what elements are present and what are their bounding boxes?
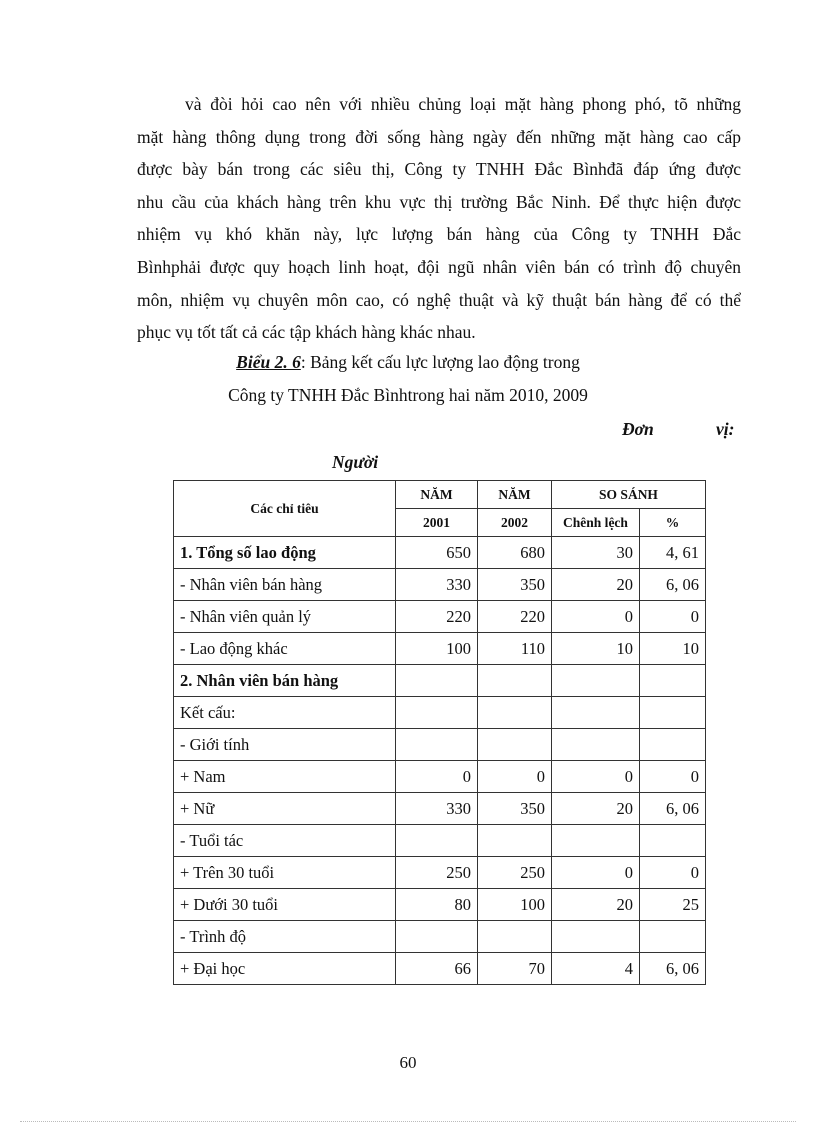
value-2002: 680 bbox=[478, 537, 552, 569]
value-pct: 0 bbox=[640, 761, 706, 793]
row-label: - Nhân viên quản lý bbox=[174, 601, 396, 633]
value-pct: 0 bbox=[640, 857, 706, 889]
table-row bbox=[174, 825, 706, 857]
value-pct bbox=[640, 665, 706, 697]
table-row bbox=[174, 857, 706, 889]
labor-structure-table bbox=[173, 480, 706, 985]
table-row bbox=[174, 761, 706, 793]
unit-label-part3: Người bbox=[332, 452, 379, 472]
value-diff bbox=[552, 921, 640, 953]
value-diff: 4 bbox=[552, 953, 640, 985]
value-2001 bbox=[396, 825, 478, 857]
body-paragraph bbox=[137, 88, 741, 349]
row-label: + Dưới 30 tuổi bbox=[174, 889, 396, 921]
row-label: - Tuổi tác bbox=[174, 825, 396, 857]
row-label: - Lao động khác bbox=[174, 633, 396, 665]
table-row bbox=[174, 537, 706, 569]
table-row bbox=[174, 953, 706, 985]
table-body bbox=[174, 537, 706, 985]
row-label: 2. Nhân viên bán hàng bbox=[174, 665, 396, 697]
table-row bbox=[174, 633, 706, 665]
value-2002: 250 bbox=[478, 857, 552, 889]
value-2001: 80 bbox=[396, 889, 478, 921]
row-label: + Nam bbox=[174, 761, 396, 793]
value-2001: 650 bbox=[396, 537, 478, 569]
row-label: - Giới tính bbox=[174, 729, 396, 761]
value-pct bbox=[640, 697, 706, 729]
value-diff bbox=[552, 825, 640, 857]
header-indicator: Các chỉ tiêu bbox=[174, 481, 396, 537]
value-pct: 10 bbox=[640, 633, 706, 665]
table-row bbox=[174, 921, 706, 953]
value-pct bbox=[640, 825, 706, 857]
row-label: + Đại học bbox=[174, 953, 396, 985]
value-2002 bbox=[478, 921, 552, 953]
value-pct: 25 bbox=[640, 889, 706, 921]
paragraph-line: nhu cầu của khách hàng trên khu vực thị trường Bắc Ninh. Để thực hiện được bbox=[137, 191, 741, 212]
header-year1: 2001 bbox=[396, 509, 478, 537]
unit-label-part2: vị: bbox=[716, 419, 735, 439]
value-pct: 6, 06 bbox=[640, 953, 706, 985]
value-pct bbox=[640, 921, 706, 953]
table-row bbox=[174, 569, 706, 601]
page-bottom-dotted-line bbox=[20, 1121, 796, 1122]
value-2002: 350 bbox=[478, 569, 552, 601]
value-diff: 20 bbox=[552, 889, 640, 921]
value-diff bbox=[552, 665, 640, 697]
header-diff: Chênh lệch bbox=[552, 509, 640, 537]
value-2002: 110 bbox=[478, 633, 552, 665]
value-2001: 100 bbox=[396, 633, 478, 665]
value-2001: 330 bbox=[396, 793, 478, 825]
value-diff: 0 bbox=[552, 601, 640, 633]
table-caption-line2: Công ty TNHH Đắc Bìnhtrong hai năm 2010, 2009 bbox=[228, 385, 588, 405]
value-diff: 20 bbox=[552, 793, 640, 825]
caption-label: Biểu 2. 6 bbox=[236, 352, 301, 372]
header-year2: 2002 bbox=[478, 509, 552, 537]
header-year1-label: NĂM bbox=[396, 481, 478, 509]
value-2002: 220 bbox=[478, 601, 552, 633]
value-2002: 350 bbox=[478, 793, 552, 825]
value-pct: 4, 61 bbox=[640, 537, 706, 569]
header-pct: % bbox=[640, 509, 706, 537]
value-2001 bbox=[396, 697, 478, 729]
row-label: - Nhân viên bán hàng bbox=[174, 569, 396, 601]
value-pct: 6, 06 bbox=[640, 793, 706, 825]
value-2002 bbox=[478, 665, 552, 697]
value-2001 bbox=[396, 665, 478, 697]
value-2002 bbox=[478, 697, 552, 729]
paragraph-line: và đòi hỏi cao nên với nhiều chủng loại mặt hàng phong phó, tõ những bbox=[185, 94, 741, 114]
row-label: + Nữ bbox=[174, 793, 396, 825]
paragraph-line: môn, nhiệm vụ chuyên môn cao, có nghệ thuật và kỹ thuật bán hàng để có thể bbox=[137, 289, 741, 310]
value-2001: 250 bbox=[396, 857, 478, 889]
value-2001: 66 bbox=[396, 953, 478, 985]
row-label: Kết cấu: bbox=[174, 697, 396, 729]
value-2002: 70 bbox=[478, 953, 552, 985]
unit-label-part1: Đơn bbox=[622, 419, 654, 439]
value-2001: 330 bbox=[396, 569, 478, 601]
row-label: + Trên 30 tuổi bbox=[174, 857, 396, 889]
paragraph-line: phục vụ tốt tất cả các tập khách hàng khác nhau. bbox=[137, 322, 476, 343]
table-row bbox=[174, 793, 706, 825]
value-diff bbox=[552, 697, 640, 729]
table-row bbox=[174, 729, 706, 761]
table-row bbox=[174, 665, 706, 697]
value-diff: 20 bbox=[552, 569, 640, 601]
caption-title: : Bảng kết cấu lực lượng lao động trong bbox=[300, 352, 580, 372]
value-diff: 10 bbox=[552, 633, 640, 665]
row-label: - Trình độ bbox=[174, 921, 396, 953]
value-diff bbox=[552, 729, 640, 761]
row-label: 1. Tổng số lao động bbox=[174, 537, 396, 569]
paragraph-line: được bày bán trong các siêu thị, Công ty TNHH Đắc Bìnhđã đáp ứng được bbox=[137, 159, 741, 180]
table-caption bbox=[0, 352, 816, 373]
value-diff: 30 bbox=[552, 537, 640, 569]
value-2002 bbox=[478, 729, 552, 761]
paragraph-line: mặt hàng thông dụng trong đời sống hàng ngày đến những mặt hàng cao cấp bbox=[137, 126, 741, 147]
value-2002: 0 bbox=[478, 761, 552, 793]
value-2001 bbox=[396, 921, 478, 953]
table-row bbox=[174, 889, 706, 921]
header-year2-label: NĂM bbox=[478, 481, 552, 509]
value-pct bbox=[640, 729, 706, 761]
paragraph-line: Bìnhphải được quy hoạch linh hoạt, đội ngũ nhân viên bán có trình độ chuyên bbox=[137, 256, 741, 277]
header-compare: SO SÁNH bbox=[552, 481, 706, 509]
value-2001: 0 bbox=[396, 761, 478, 793]
value-pct: 6, 06 bbox=[640, 569, 706, 601]
value-pct: 0 bbox=[640, 601, 706, 633]
paragraph-line: nhiệm vụ khó khăn này, lực lượng bán hàng của Công ty TNHH Đắc bbox=[137, 224, 741, 245]
value-2001 bbox=[396, 729, 478, 761]
value-diff: 0 bbox=[552, 761, 640, 793]
table-row bbox=[174, 697, 706, 729]
value-2002: 100 bbox=[478, 889, 552, 921]
page-number: 60 bbox=[399, 1053, 417, 1072]
table-row bbox=[174, 601, 706, 633]
value-2001: 220 bbox=[396, 601, 478, 633]
value-2002 bbox=[478, 825, 552, 857]
value-diff: 0 bbox=[552, 857, 640, 889]
